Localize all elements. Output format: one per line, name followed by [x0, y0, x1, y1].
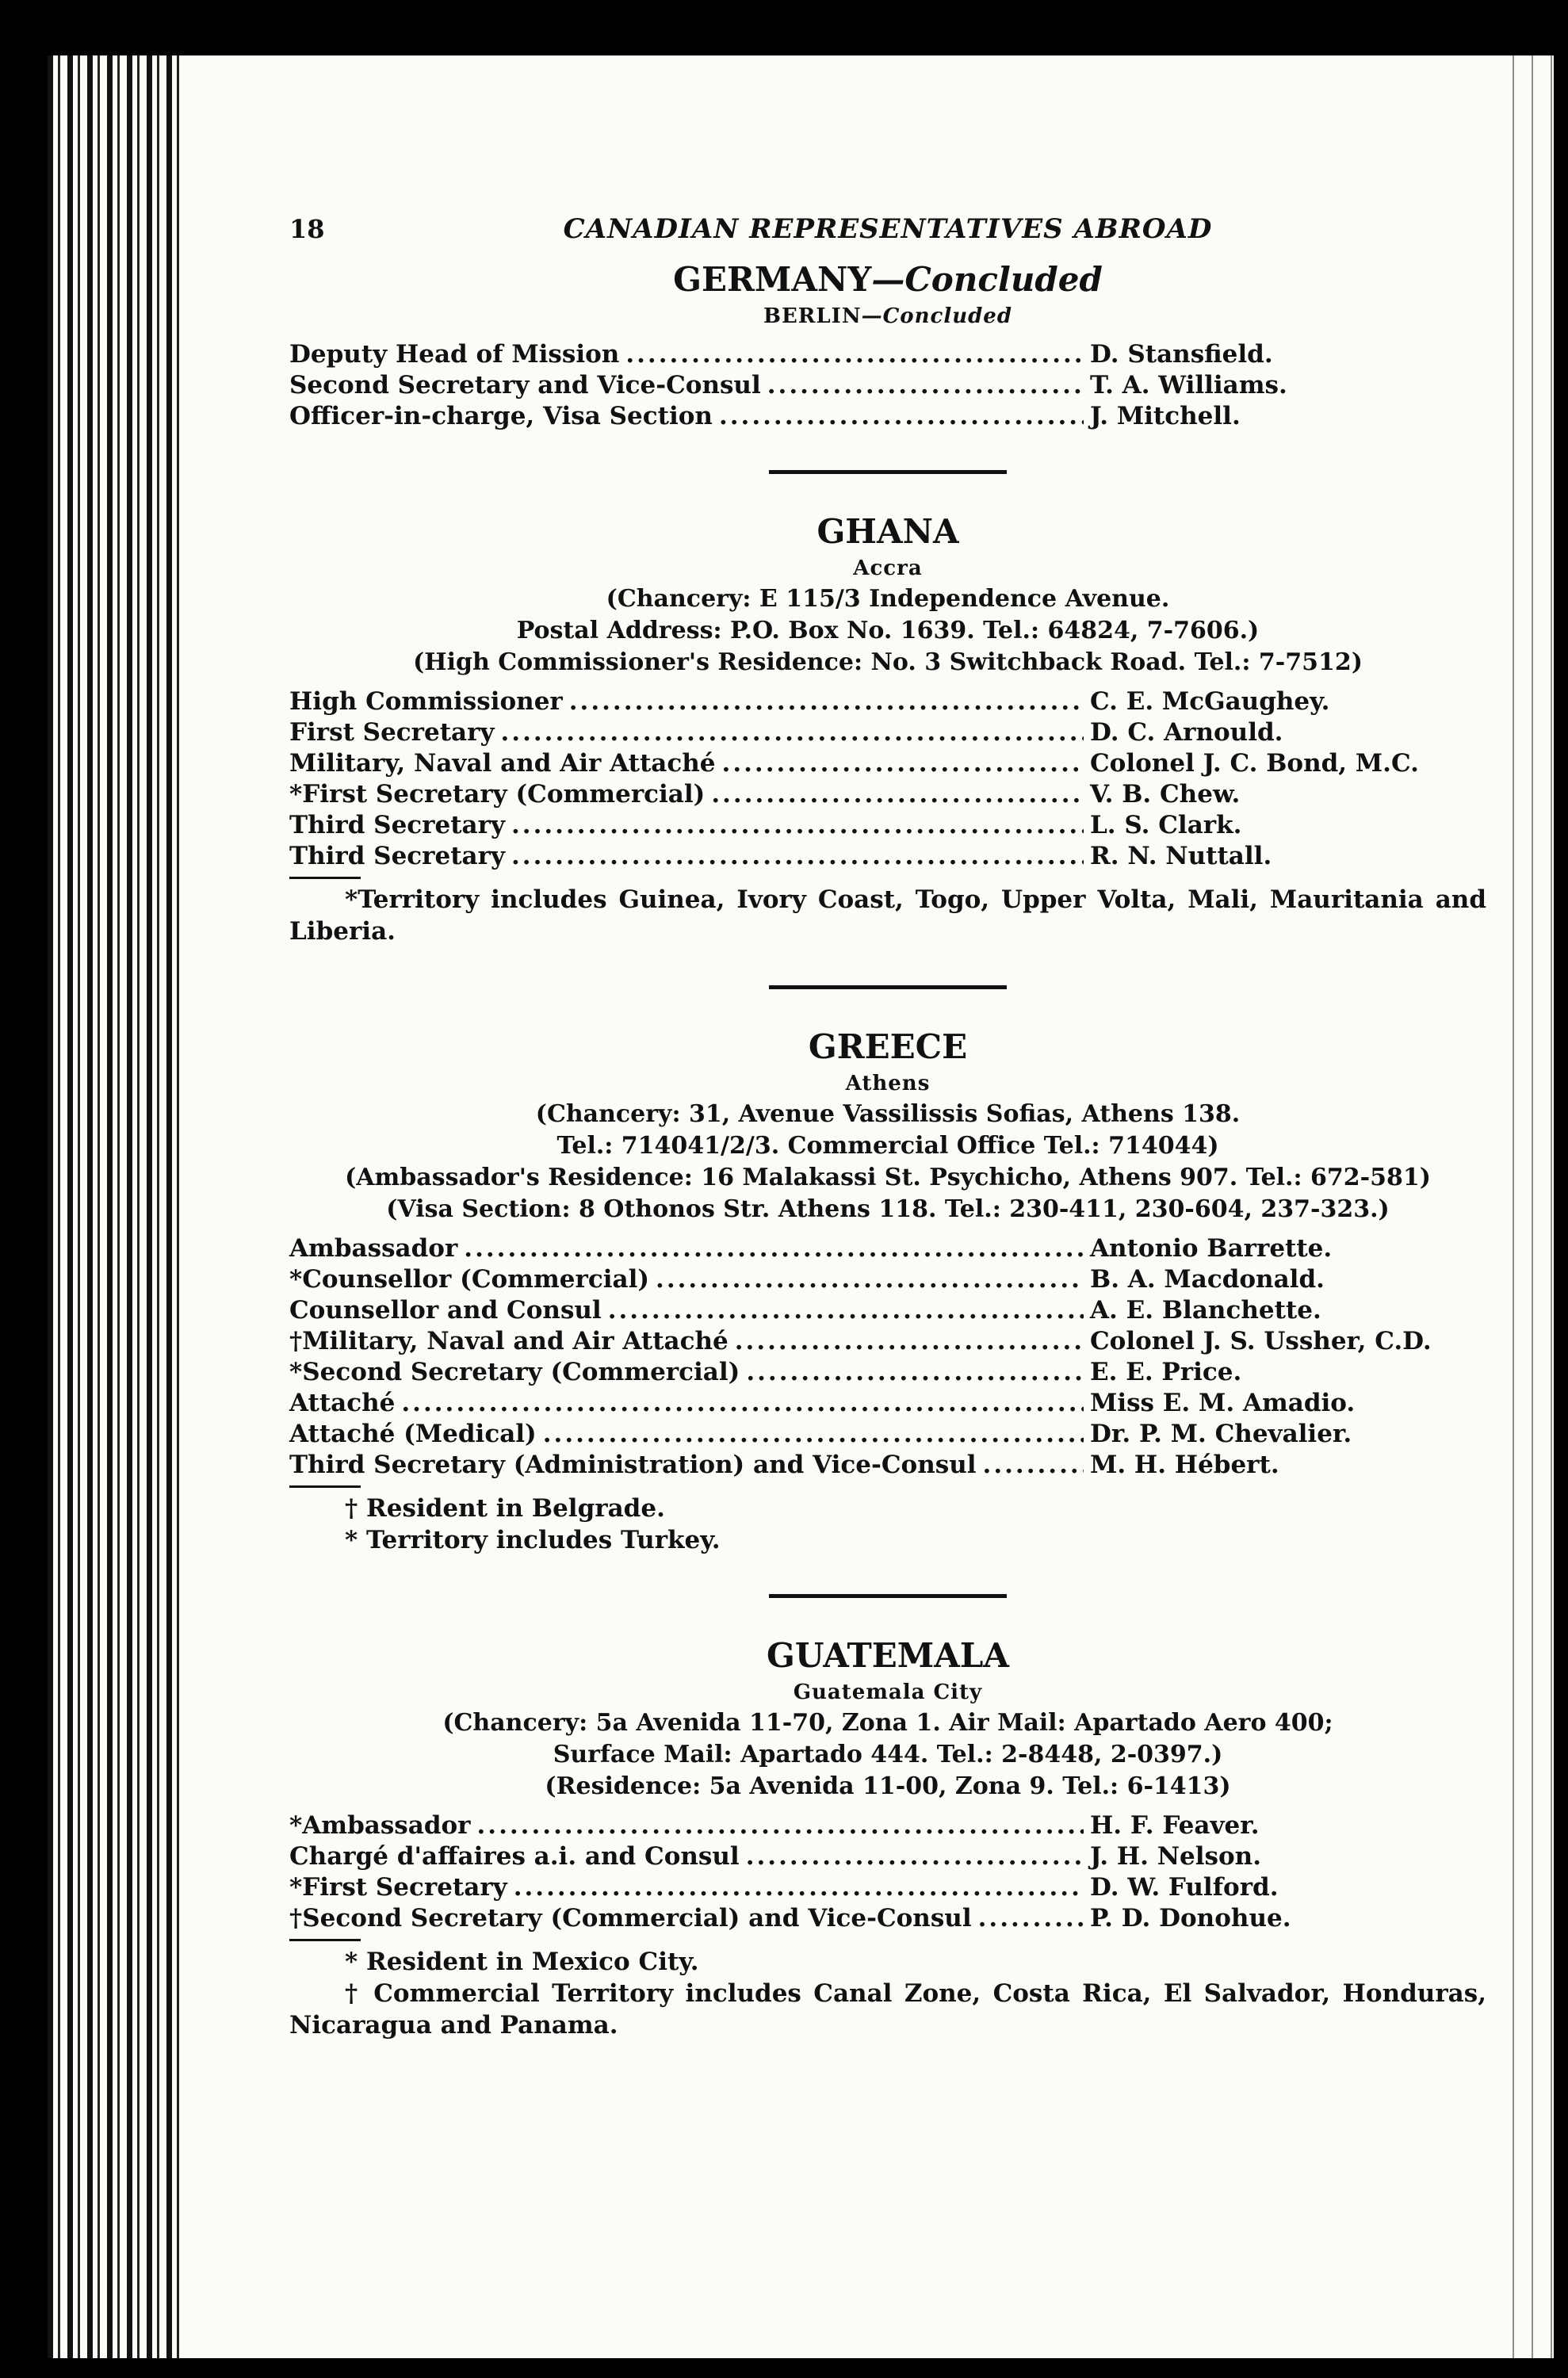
staff-title: *Second Secretary (Commercial)	[289, 1358, 740, 1386]
city-heading	[289, 1069, 1486, 1099]
dot-leader	[500, 717, 1084, 748]
city-suffix: —Concluded	[861, 304, 1013, 328]
dot-leader	[543, 1419, 1084, 1450]
staff-title: *First Secretary (Commercial)	[289, 780, 706, 809]
staff-title: Second Secretary and Vice-Consul	[289, 371, 761, 400]
dot-leader	[746, 1357, 1084, 1388]
staff-row	[289, 1326, 1486, 1357]
dot-leader	[978, 1903, 1084, 1934]
staff-name: M. H. Hébert.	[1090, 1451, 1279, 1479]
country-heading	[289, 510, 1486, 553]
country-heading	[289, 258, 1486, 301]
dot-leader	[735, 1326, 1084, 1357]
country-name: GREECE	[808, 1027, 968, 1066]
dot-leader	[719, 401, 1084, 432]
staff-row	[289, 401, 1486, 432]
dot-leader	[464, 1233, 1084, 1264]
staff-title: Deputy Head of Mission	[289, 340, 620, 369]
staff-title: First Secretary	[289, 718, 495, 747]
staff-title: †Second Secretary (Commercial) and Vice-Consul	[289, 1904, 972, 1933]
page-content	[289, 214, 1486, 2041]
staff-list	[289, 686, 1486, 872]
footnote-rule	[289, 877, 361, 879]
dot-leader	[625, 339, 1084, 370]
staff-row	[289, 339, 1486, 370]
staff-row	[289, 686, 1486, 717]
staff-row	[289, 1872, 1486, 1903]
staff-name: L. S. Clark.	[1090, 811, 1242, 839]
sections-container	[289, 258, 1486, 2041]
staff-title: Officer-in-charge, Visa Section	[289, 402, 713, 430]
dot-leader	[656, 1264, 1084, 1295]
staff-title: Third Secretary (Administration) and Vice-Consul	[289, 1451, 977, 1479]
city-name: Athens	[845, 1072, 931, 1095]
staff-name: A. E. Blanchette.	[1090, 1296, 1321, 1325]
city-heading	[289, 1677, 1486, 1707]
staff-list	[289, 1233, 1486, 1481]
country-name: GHANA	[817, 512, 959, 551]
dot-leader	[477, 1810, 1084, 1841]
dot-leader	[767, 370, 1084, 401]
staff-title: Third Secretary	[289, 811, 505, 839]
staff-row	[289, 1233, 1486, 1264]
city-name: Accra	[853, 556, 923, 580]
staff-name: Dr. P. M. Chevalier.	[1090, 1420, 1352, 1448]
staff-name: J. Mitchell.	[1090, 402, 1241, 430]
staff-title: Military, Naval and Air Attaché	[289, 749, 716, 778]
dot-leader	[711, 779, 1084, 810]
staff-row	[289, 810, 1486, 841]
right-page-edge	[1506, 55, 1554, 2358]
staff-row	[289, 779, 1486, 810]
city-name: BERLIN	[763, 304, 862, 328]
staff-name: Antonio Barrette.	[1090, 1234, 1333, 1263]
section-divider	[769, 985, 1007, 989]
book-spine-edge	[48, 55, 186, 2358]
staff-title: *Ambassador	[289, 1811, 471, 1840]
staff-name: R. N. Nuttall.	[1090, 842, 1272, 870]
staff-name: P. D. Donohue.	[1090, 1904, 1291, 1933]
address-line: (High Commissioner's Residence: No. 3 Switchback Road. Tel.: 7-7512)	[413, 648, 1363, 676]
dot-leader	[983, 1450, 1084, 1481]
page-number: 18	[289, 214, 325, 244]
staff-name: Colonel J. C. Bond, M.C.	[1090, 749, 1419, 778]
country-heading	[289, 1026, 1486, 1069]
address-line: (Residence: 5a Avenida 11-00, Zona 9. Tel.: 6-1413)	[545, 1772, 1231, 1800]
address-line: (Chancery: 5a Avenida 11-70, Zona 1. Air Mail: Apartado Aero 400;	[442, 1709, 1333, 1737]
city-heading	[289, 553, 1486, 583]
address-line: (Chancery: E 115/3 Independence Avenue.	[606, 585, 1170, 613]
staff-title: Attaché (Medical)	[289, 1420, 537, 1448]
staff-name: Miss E. M. Amadio.	[1090, 1389, 1356, 1417]
city-heading	[289, 301, 1486, 331]
running-head	[289, 214, 1486, 252]
country-suffix: —Concluded	[871, 260, 1103, 299]
footnote: * Resident in Mexico City.	[345, 1948, 699, 1976]
staff-row	[289, 1903, 1486, 1934]
dot-leader	[569, 686, 1084, 717]
staff-row	[289, 370, 1486, 401]
dot-leader	[722, 748, 1084, 779]
staff-title: Counsellor and Consul	[289, 1296, 602, 1325]
staff-name: J. H. Nelson.	[1090, 1842, 1262, 1871]
staff-row	[289, 1295, 1486, 1326]
footnote: * Territory includes Turkey.	[345, 1526, 721, 1554]
staff-name: D. Stansfield.	[1090, 340, 1273, 369]
address-line: (Visa Section: 8 Othonos Str. Athens 118. Tel.: 230-411, 230-604, 237-323.)	[386, 1195, 1390, 1223]
staff-name: D. C. Arnould.	[1090, 718, 1283, 747]
staff-name: V. B. Chew.	[1090, 780, 1241, 809]
staff-name: H. F. Feaver.	[1090, 1811, 1260, 1840]
address-line: Surface Mail: Apartado 444. Tel.: 2-8448, 2-0397.)	[553, 1741, 1223, 1768]
address-line: Tel.: 714041/2/3. Commercial Office Tel.: 714044)	[556, 1132, 1219, 1160]
address-line: (Ambassador's Residence: 16 Malakassi St. Psychicho, Athens 907. Tel.: 672-581)	[345, 1164, 1431, 1191]
dot-leader	[401, 1388, 1084, 1419]
staff-title: *First Secretary	[289, 1873, 507, 1902]
dot-leader	[511, 810, 1084, 841]
staff-row	[289, 841, 1486, 872]
staff-name: C. E. McGaughey.	[1090, 687, 1330, 716]
staff-list	[289, 339, 1486, 432]
staff-title: Attaché	[289, 1389, 396, 1417]
city-name: Guatemala City	[793, 1680, 983, 1704]
staff-row	[289, 1264, 1486, 1295]
country-name: GERMANY	[673, 260, 872, 299]
dot-leader	[514, 1872, 1084, 1903]
staff-name: Colonel J. S. Ussher, C.D.	[1090, 1327, 1432, 1355]
address-line: Postal Address: P.O. Box No. 1639. Tel.: 64824, 7-7606.)	[516, 617, 1260, 644]
running-title: CANADIAN REPRESENTATIVES ABROAD	[563, 213, 1213, 245]
footnote: † Commercial Territory includes Canal Zone, Costa Rica, El Salvador, Honduras, Nicaragua and Panama.	[289, 1979, 1486, 2040]
footnote-rule	[289, 1939, 361, 1941]
section-divider	[769, 1594, 1007, 1598]
staff-title: Third Secretary	[289, 842, 505, 870]
footnote: † Resident in Belgrade.	[345, 1494, 665, 1523]
country-section	[289, 1026, 1486, 1556]
staff-name: D. W. Fulford.	[1090, 1873, 1279, 1902]
staff-row	[289, 1810, 1486, 1841]
staff-title: High Commissioner	[289, 687, 563, 716]
country-section	[289, 510, 1486, 947]
scan-bottom-border	[0, 2358, 1568, 2378]
staff-title: *Counsellor (Commercial)	[289, 1265, 650, 1294]
dot-leader	[608, 1295, 1084, 1326]
staff-row	[289, 1419, 1486, 1450]
footnote-rule	[289, 1485, 361, 1488]
staff-row	[289, 1841, 1486, 1872]
staff-name: T. A. Williams.	[1090, 371, 1287, 400]
country-heading	[289, 1634, 1486, 1677]
section-divider	[769, 470, 1007, 474]
country-section	[289, 258, 1486, 432]
staff-name: E. E. Price.	[1090, 1358, 1242, 1386]
staff-name: B. A. Macdonald.	[1090, 1265, 1325, 1294]
footnote: *Territory includes Guinea, Ivory Coast, Togo, Upper Volta, Mali, Mauritania and Liberia.	[289, 885, 1486, 946]
staff-title: Ambassador	[289, 1234, 458, 1263]
address-line: (Chancery: 31, Avenue Vassilissis Sofias, Athens 138.	[535, 1100, 1241, 1128]
staff-row	[289, 717, 1486, 748]
staff-row	[289, 748, 1486, 779]
staff-list	[289, 1810, 1486, 1934]
dot-leader	[746, 1841, 1084, 1872]
country-name: GUATEMALA	[767, 1636, 1009, 1675]
country-section	[289, 1634, 1486, 2041]
staff-title: †Military, Naval and Air Attaché	[289, 1327, 729, 1355]
staff-row	[289, 1357, 1486, 1388]
staff-row	[289, 1388, 1486, 1419]
dot-leader	[511, 841, 1084, 872]
staff-title: Chargé d'affaires a.i. and Consul	[289, 1842, 740, 1871]
staff-row	[289, 1450, 1486, 1481]
